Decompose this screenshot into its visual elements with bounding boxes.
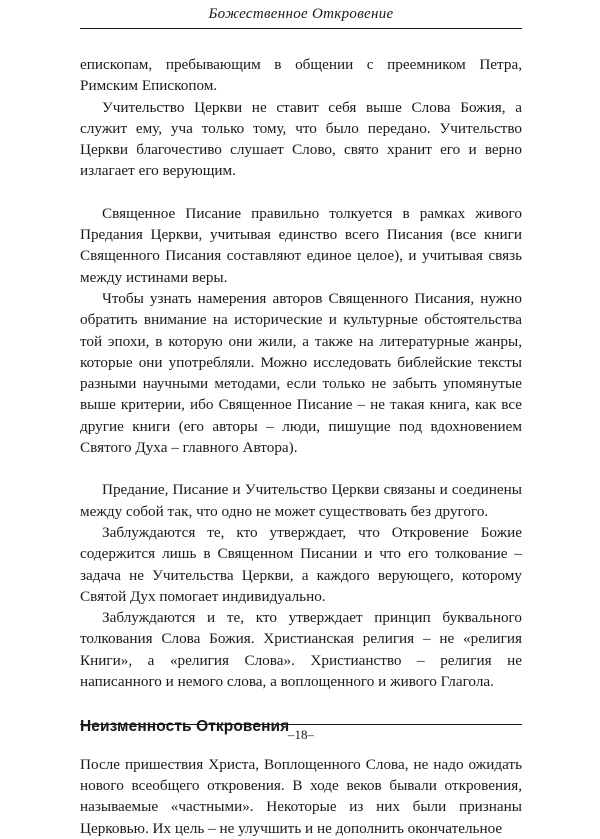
header-rule	[80, 28, 522, 29]
page-body	[80, 54, 522, 839]
paragraph: Предание, Писание и Учительство Церкви связаны и соединены между собой так, что одно не может существовать без другого.	[80, 481, 522, 520]
section-heading: Неизменность Откровения	[80, 718, 290, 736]
paragraph: епископам, пребывающим в общении с преемником Петра, Римским Епископом.	[80, 56, 522, 95]
page-number: –18–	[288, 727, 314, 742]
paragraph: Заблуждаются те, кто утверждает, что Откровение Божие содержится лишь в Священном Писании и что его толкование – задача не Учительства Церкви, а каждого верующего, которому Святой Дух помогает индивидуально.	[80, 523, 522, 605]
paragraph: Учительство Церкви не ставит себя выше Слова Божия, а служит ему, уча только тому, что было передано. Учительство Церкви благочестиво слушает Слово, свято хранит его и верно излагает его верующим.	[80, 98, 522, 180]
paragraph: Чтобы узнать намерения авторов Священного Писания, нужно обратить внимание на исторические и культурные обстоятельства той эпохи, в которую они жили, а также на литературные жанры, которые они употребляли. Можно исследовать библейские тексты разными научными методами, если только не забыть упомянутые выше критерии, ибо Священное Писание – не такая книга, как все другие книги (его авторы – люди, пишущие под вдохновением Святого Духа – главного Автора).	[80, 289, 522, 457]
footer-rule	[80, 724, 522, 725]
paragraph: Заблуждаются и те, кто утверждает принцип буквального толкования Слова Божия. Христианская религия – не «религия Книги», а «религия Слова». Христианство – религия не написанного и немого слова, а воплощенного и живого Глагола.	[80, 609, 522, 691]
paragraph: Священное Писание правильно толкуется в рамках живого Предания Церкви, учитывая единство всего Писания (все книги Священного Писания составляют единое целое), и учитывая связь между истинами веры.	[80, 204, 522, 286]
running-header: Божественное Откровение	[208, 6, 394, 22]
paragraph: После пришествия Христа, Воплощенного Слова, не надо ожидать нового всеобщего откровения. В ходе веков бывали откровения, называемые «частными». Некоторые из них были признаны Церковью. Их цель – не улучшить и не дополнить окончательное	[80, 755, 522, 837]
